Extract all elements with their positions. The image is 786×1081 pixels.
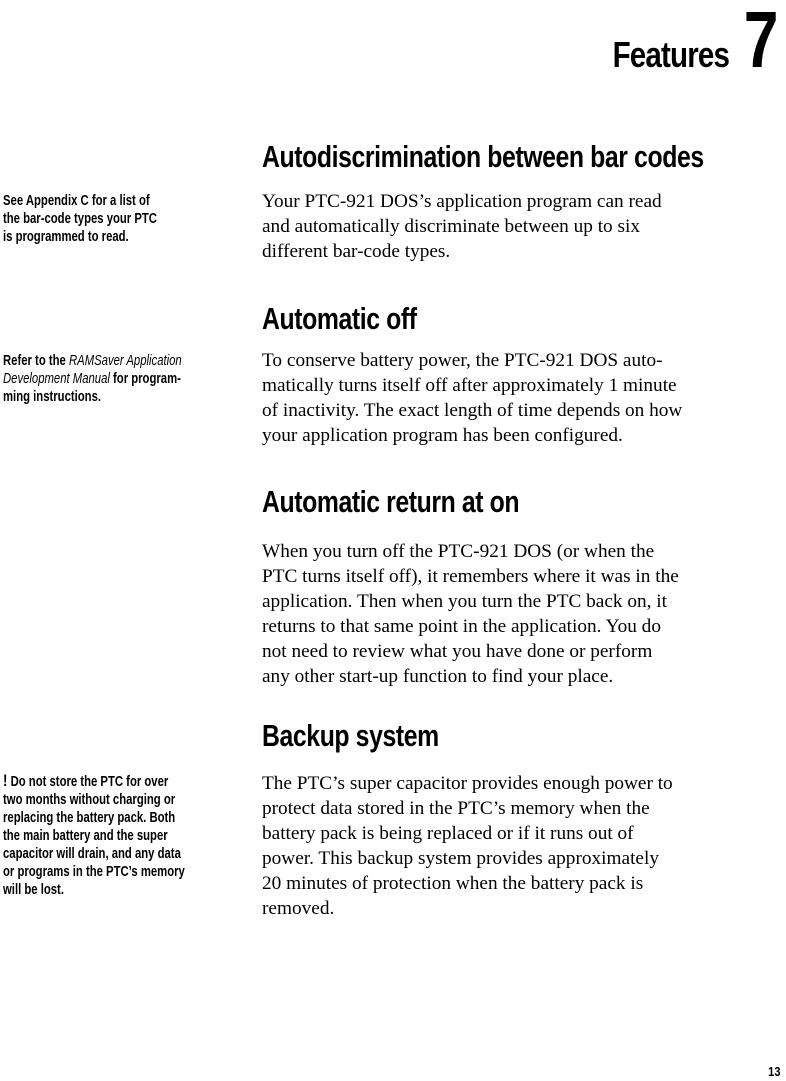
body-line: of inactivity. The exact length of time depends on how [262,400,683,421]
sidenote-line [3,352,182,370]
body-line: returns to that same point in the application. You do [262,616,661,637]
body-line: The PTC’s super capacitor provides enough power to [262,773,673,794]
section-body-automatic-off [262,348,786,448]
sidenote-line: the main battery and the super [3,828,168,844]
section-heading-automatic-off: Automatic off [262,301,417,336]
body-line: your application program has been configured. [262,425,623,446]
sidenote-line [3,771,169,791]
body-line: not need to review what you have done or perform [262,641,653,662]
sidenote-storage-warning [3,771,185,899]
body-line: application. Then when you turn the PTC back on, it [262,591,668,612]
body-line: battery pack is being replaced or if it runs out of [262,823,634,844]
body-line: any other start-up function to find your place. [262,666,614,687]
body-line: removed. [262,898,335,919]
warning-icon: ! [3,771,8,790]
body-line: different bar-code types. [262,241,451,262]
sidenote-line: the bar-code types your PTC [3,211,157,227]
sidenote-line: is programmed to read. [3,229,129,245]
section-heading-automatic-return: Automatic return at on [262,484,520,519]
sidenote-ramsaver [3,352,182,406]
chapter-title-text: Features [612,34,730,75]
section-body-backup-system [262,771,786,921]
sidenote-appendix-c [3,192,159,246]
sidenote-line [3,370,181,388]
body-line: matically turns itself off after approximately 1 minute [262,375,677,396]
body-line: When you turn off the PTC-921 DOS (or when the [262,541,655,562]
chapter-number: 7 [743,0,778,84]
sidenote-prefix: Refer to the [3,353,69,369]
section-body-automatic-return [262,539,786,689]
body-line: PTC turns itself off), it remembers where it was in the [262,566,679,587]
body-line: 20 minutes of protection when the battery pack is [262,873,644,894]
sidenote-manual-title-part1: RAMSaver Application [68,353,182,369]
section-heading-autodiscrimination: Autodiscrimination between bar codes [262,139,704,174]
sidenote-line: or programs in the PTC’s memory [3,864,185,880]
sidenote-line: two months without charging or [3,792,176,808]
sidenote-line: will be lost. [3,882,64,898]
body-line: To conserve battery power, the PTC-921 DOS auto- [262,350,663,371]
section-body-autodiscrimination [262,189,786,264]
sidenote-line: ming instructions. [3,389,102,405]
body-line: Your PTC-921 DOS’s application program can read [262,191,662,212]
sidenote-line: capacitor will drain, and any data [3,846,181,862]
chapter-title [587,0,778,84]
sidenote-line: replacing the battery pack. Both [3,810,176,826]
sidenote-line: See Appendix C for a list of [3,193,150,209]
section-heading-backup-system: Backup system [262,718,439,753]
body-line: protect data stored in the PTC’s memory when the [262,798,650,819]
body-line: power. This backup system provides approximately [262,848,659,869]
sidenote-manual-title-part2: Development Manual [3,371,110,387]
sidenote-warning-text: Do not store the PTC for over [7,774,169,790]
page-number: 13 [767,1064,780,1079]
body-line: and automatically discriminate between up to six [262,216,641,237]
sidenote-suffix: for program- [109,371,181,387]
